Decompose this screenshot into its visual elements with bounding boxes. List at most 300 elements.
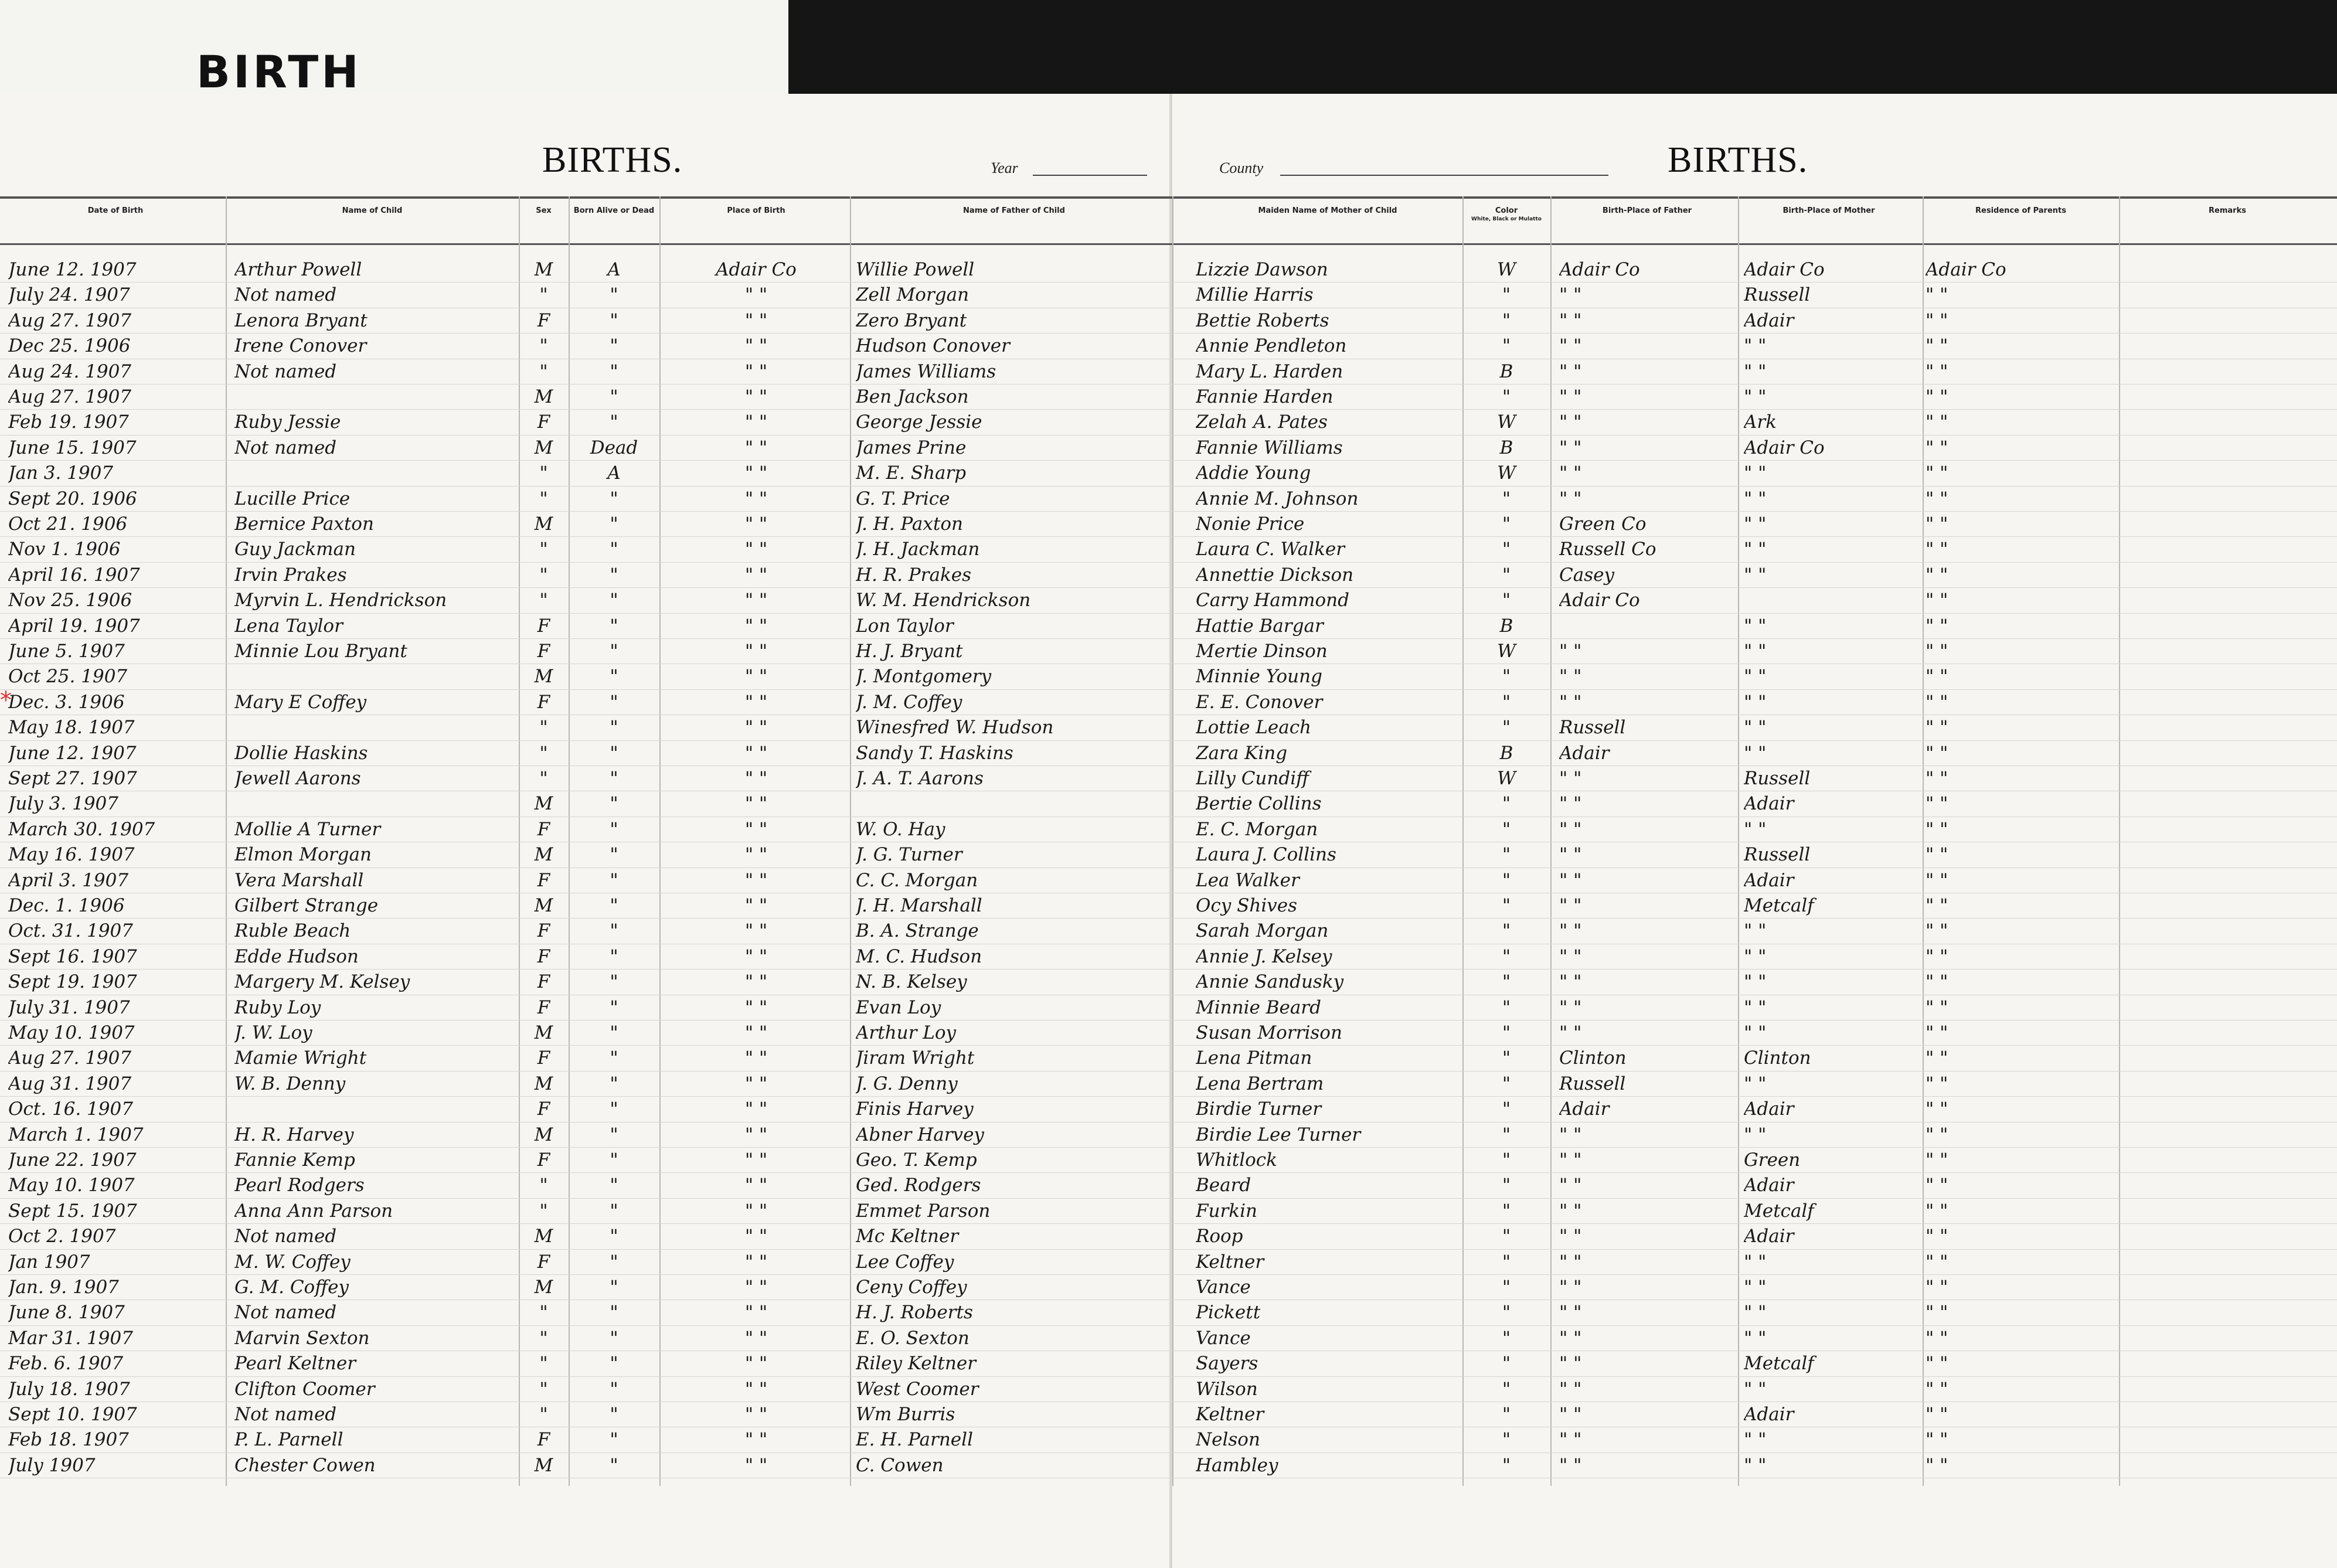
cell-res: " " — [1926, 1277, 1948, 1298]
cell-bpf: " " — [1559, 284, 1582, 306]
cell-bpm: Adair — [1744, 1175, 1794, 1196]
cell-color: " — [1502, 335, 1511, 357]
cell-alive: " — [610, 1251, 618, 1273]
column-header-alive — [572, 206, 656, 215]
cell-res: " " — [1926, 1302, 1948, 1324]
cell-date: Aug 27. 1907 — [8, 386, 132, 407]
cell-mother: Beard — [1196, 1175, 1251, 1196]
cell-date: Oct 21. 1906 — [8, 513, 128, 535]
cell-res: " " — [1926, 1047, 1948, 1069]
cell-date: June 12. 1907 — [8, 259, 137, 280]
cell-bpf: Green Co — [1559, 513, 1647, 535]
cell-bpf: " " — [1559, 793, 1582, 815]
cell-father: N. B. Kelsey — [856, 971, 967, 993]
county-label: County — [1219, 159, 1264, 176]
cell-father: J. H. Paxton — [856, 513, 963, 535]
cell-date: June 8. 1907 — [8, 1302, 125, 1324]
table-row — [0, 1072, 2337, 1097]
table-row — [0, 563, 2337, 589]
cell-alive: " — [610, 590, 618, 611]
cell-alive: " — [610, 869, 618, 891]
cell-bpf: " " — [1559, 691, 1582, 713]
cell-mother: Whitlock — [1196, 1149, 1277, 1171]
cell-place: " " — [744, 1124, 768, 1145]
cell-res: " " — [1926, 437, 1948, 458]
cell-color: B — [1499, 742, 1513, 764]
births-title-left: BIRTHS. — [542, 140, 683, 180]
cell-date: Sept 10. 1907 — [8, 1404, 137, 1425]
cell-mother: Nonie Price — [1196, 513, 1305, 535]
cell-date: Oct. 16. 1907 — [8, 1098, 133, 1120]
cell-bpf: " " — [1559, 971, 1582, 993]
cell-father: George Jessie — [856, 411, 982, 433]
cell-date: April 3. 1907 — [8, 869, 129, 891]
column-header-date — [8, 206, 223, 215]
cell-mother: Lena Bertram — [1196, 1073, 1324, 1094]
cell-bpf: " " — [1559, 768, 1582, 789]
cell-sex: F — [537, 818, 550, 840]
cell-father: Lon Taylor — [856, 615, 954, 637]
cell-alive: " — [610, 666, 618, 688]
table-row — [0, 614, 2337, 640]
cell-place: " " — [744, 844, 768, 866]
cell-father: Sandy T. Haskins — [856, 742, 1013, 764]
cell-date: Jan 3. 1907 — [8, 462, 114, 484]
cell-bpm: " " — [1744, 386, 1767, 407]
column-header-label: Born Alive or Dead — [573, 206, 655, 215]
cell-name: Irene Conover — [234, 335, 367, 357]
table-row — [0, 1148, 2337, 1174]
cell-res: " " — [1926, 1429, 1948, 1451]
table-row — [0, 894, 2337, 919]
cell-place: " " — [744, 564, 768, 586]
cell-name: Ruby Loy — [234, 996, 321, 1018]
cell-sex: " — [539, 335, 548, 357]
cell-date: Sept 19. 1907 — [8, 971, 137, 993]
cell-bpm: " " — [1744, 335, 1767, 357]
cell-color: " — [1502, 920, 1511, 942]
cell-mother: Birdie Lee Turner — [1196, 1124, 1361, 1145]
cell-color: " — [1502, 818, 1511, 840]
cell-bpf: " " — [1559, 386, 1582, 407]
cell-alive: " — [610, 920, 618, 942]
cell-alive: Dead — [590, 437, 638, 458]
cell-place: " " — [744, 437, 768, 458]
cell-father: Geo. T. Kemp — [856, 1149, 977, 1171]
cell-bpf: " " — [1559, 1429, 1582, 1451]
cell-mother: E. C. Morgan — [1196, 818, 1318, 840]
cell-alive: " — [610, 1124, 618, 1145]
cell-father: C. C. Morgan — [856, 869, 978, 891]
cell-bpm: Adair — [1744, 1404, 1794, 1425]
cell-alive: " — [610, 996, 618, 1018]
cell-bpm: Clinton — [1744, 1047, 1811, 1069]
cell-res: " " — [1926, 818, 1948, 840]
cell-mother: Annie J. Kelsey — [1196, 945, 1332, 967]
cell-father: Abner Harvey — [856, 1124, 984, 1145]
cell-alive: " — [610, 1277, 618, 1298]
cell-alive: " — [610, 1175, 618, 1196]
table-row — [0, 1097, 2337, 1123]
cell-father: H. R. Prakes — [856, 564, 971, 586]
cell-bpm: Adair Co — [1744, 437, 1825, 458]
dark-header-band — [788, 0, 2337, 94]
cell-place: " " — [744, 1073, 768, 1094]
cell-color: W — [1497, 462, 1516, 484]
cell-date: Sept 20. 1906 — [8, 488, 137, 509]
cell-name: Not named — [234, 1302, 337, 1324]
cell-sex: M — [534, 844, 553, 866]
cell-mother: Mary L. Harden — [1196, 360, 1343, 382]
cell-date: Dec. 1. 1906 — [8, 895, 125, 916]
column-header-label: Name of Child — [342, 206, 403, 215]
cell-mother: Sayers — [1196, 1353, 1258, 1375]
cell-sex: F — [537, 411, 550, 433]
cell-res: " " — [1926, 971, 1948, 993]
cell-alive: " — [610, 1073, 618, 1094]
column-header-label: Remarks — [2209, 206, 2246, 215]
cell-father: Hudson Conover — [856, 335, 1010, 357]
table-row — [0, 1250, 2337, 1276]
column-header-mother — [1196, 206, 1460, 215]
cell-bpm: Adair — [1744, 869, 1794, 891]
cell-place: " " — [744, 1098, 768, 1120]
cell-date: July 31. 1907 — [8, 996, 130, 1018]
cell-place: " " — [744, 360, 768, 382]
cell-color: " — [1502, 1047, 1511, 1069]
cell-bpm: " " — [1744, 641, 1767, 662]
cell-res: " " — [1926, 1098, 1948, 1120]
cell-father: H. J. Bryant — [856, 641, 963, 662]
cell-res: " " — [1926, 996, 1948, 1018]
table-row — [0, 945, 2337, 970]
cell-place: " " — [744, 1429, 768, 1451]
cell-bpf: " " — [1559, 1226, 1582, 1247]
cell-color: " — [1502, 1124, 1511, 1145]
table-row — [0, 1326, 2337, 1352]
cell-bpm: " " — [1744, 1429, 1767, 1451]
cell-bpm: " " — [1744, 971, 1767, 993]
cell-color: " — [1502, 488, 1511, 509]
column-header-rem — [2125, 206, 2330, 215]
cell-alive: " — [610, 335, 618, 357]
cell-mother: Bettie Roberts — [1196, 309, 1329, 331]
cell-name: Chester Cowen — [234, 1454, 376, 1476]
cell-alive: A — [607, 462, 621, 484]
table-row — [0, 436, 2337, 461]
cell-bpf: Adair — [1559, 1098, 1610, 1120]
cell-sex: " — [539, 1200, 548, 1222]
cell-color: " — [1502, 1404, 1511, 1425]
cell-res: " " — [1926, 335, 1948, 357]
cell-bpf: " " — [1559, 1454, 1582, 1476]
cell-bpm: Russell — [1744, 768, 1811, 789]
cell-father: C. Cowen — [856, 1454, 944, 1476]
cell-sex: " — [539, 1404, 548, 1425]
cell-bpf: " " — [1559, 360, 1582, 382]
cell-mother: Susan Morrison — [1196, 1022, 1342, 1043]
cell-alive: " — [610, 1454, 618, 1476]
cell-father: E. O. Sexton — [856, 1327, 970, 1349]
cell-color: " — [1502, 1175, 1511, 1196]
cell-bpm: Russell — [1744, 284, 1811, 306]
cell-date: May 10. 1907 — [8, 1175, 135, 1196]
cell-name: Edde Hudson — [234, 945, 359, 967]
cell-mother: Vance — [1196, 1327, 1251, 1349]
table-row — [0, 869, 2337, 894]
cell-alive: " — [610, 1047, 618, 1069]
cell-res: " " — [1926, 386, 1948, 407]
cell-father: Ceny Coffey — [856, 1277, 967, 1298]
cell-color: W — [1497, 259, 1516, 280]
cell-color: " — [1502, 869, 1511, 891]
column-header-bpm — [1744, 206, 1914, 215]
cell-sex: M — [534, 259, 553, 280]
column-header-name — [234, 206, 510, 215]
table-row — [0, 919, 2337, 944]
cell-res: " " — [1926, 768, 1948, 789]
cell-date: Sept 27. 1907 — [8, 768, 137, 789]
cell-color: " — [1502, 1429, 1511, 1451]
cell-name: G. M. Coffey — [234, 1277, 349, 1298]
cell-res: " " — [1926, 1454, 1948, 1476]
cell-sex: " — [539, 462, 548, 484]
cell-bpm: Metcalf — [1744, 1200, 1814, 1222]
cell-bpm: " " — [1744, 1073, 1767, 1094]
cell-mother: Wilson — [1196, 1378, 1258, 1400]
cell-name: Dollie Haskins — [234, 742, 368, 764]
cell-sex: F — [537, 615, 550, 637]
cell-res: " " — [1926, 1353, 1948, 1375]
cell-res: " " — [1926, 564, 1948, 586]
cell-bpf: Adair Co — [1559, 259, 1640, 280]
table-row — [0, 970, 2337, 995]
cell-sex: F — [537, 691, 550, 713]
cell-mother: Zelah A. Pates — [1196, 411, 1328, 433]
cell-bpf: " " — [1559, 666, 1582, 688]
cell-date: May 16. 1907 — [8, 844, 135, 866]
cell-mother: Annie M. Johnson — [1196, 488, 1359, 509]
cell-sex: M — [534, 1454, 553, 1476]
cell-mother: Birdie Turner — [1196, 1098, 1322, 1120]
cell-name: Ruble Beach — [234, 920, 351, 942]
cell-bpf: Russell Co — [1559, 539, 1656, 560]
cell-mother: Lottie Leach — [1196, 717, 1312, 739]
cell-bpm: " " — [1744, 1277, 1767, 1298]
cell-sex: " — [539, 1302, 548, 1324]
cell-sex: " — [539, 742, 548, 764]
cell-date: March 1. 1907 — [8, 1124, 144, 1145]
cell-mother: Hattie Bargar — [1196, 615, 1324, 637]
cell-alive: " — [610, 1302, 618, 1324]
cell-res: " " — [1926, 1327, 1948, 1349]
cell-date: Mar 31. 1907 — [8, 1327, 133, 1349]
cell-father: M. C. Hudson — [856, 945, 982, 967]
cell-alive: " — [610, 539, 618, 560]
cell-sex: M — [534, 1073, 553, 1094]
cell-mother: Lea Walker — [1196, 869, 1300, 891]
cell-bpf: " " — [1559, 895, 1582, 916]
cell-sex: " — [539, 488, 548, 509]
cell-date: May 10. 1907 — [8, 1022, 135, 1043]
cell-name: J. W. Loy — [234, 1022, 312, 1043]
cell-color: " — [1502, 309, 1511, 331]
cell-alive: " — [610, 818, 618, 840]
cell-sex: " — [539, 360, 548, 382]
cell-date: Nov 25. 1906 — [8, 590, 132, 611]
cell-res: Adair Co — [1926, 259, 2006, 280]
cell-place: " " — [744, 818, 768, 840]
table-row — [0, 818, 2337, 843]
cell-color: " — [1502, 844, 1511, 866]
cell-sex: M — [534, 437, 553, 458]
year-blank-line — [1033, 175, 1147, 176]
cell-color: " — [1502, 590, 1511, 611]
cell-father: W. O. Hay — [856, 818, 945, 840]
red-asterisk-marker: * — [0, 687, 12, 714]
table-row — [0, 538, 2337, 563]
cell-bpm: Adair — [1744, 1226, 1794, 1247]
column-header-bpf — [1559, 206, 1735, 215]
cell-bpm: " " — [1744, 513, 1767, 535]
cell-bpf: " " — [1559, 1149, 1582, 1171]
cell-bpm: Green — [1744, 1149, 1801, 1171]
cell-father: Finis Harvey — [856, 1098, 974, 1120]
cell-bpm: " " — [1744, 945, 1767, 967]
cell-bpf: " " — [1559, 1022, 1582, 1043]
cell-father: G. T. Price — [856, 488, 950, 509]
cell-sex: M — [534, 666, 553, 688]
cell-date: Feb 19. 1907 — [8, 411, 129, 433]
table-row — [0, 1454, 2337, 1479]
cell-alive: " — [610, 488, 618, 509]
cell-father: J. Montgomery — [856, 666, 992, 688]
table-row — [0, 1123, 2337, 1148]
cell-name: Lenora Bryant — [234, 309, 368, 331]
cell-date: Oct. 31. 1907 — [8, 920, 133, 942]
table-row — [0, 691, 2337, 716]
cell-date: Aug 24. 1907 — [8, 360, 132, 382]
cell-bpf: " " — [1559, 1175, 1582, 1196]
cell-color: " — [1502, 1454, 1511, 1476]
cell-res: " " — [1926, 309, 1948, 331]
cell-bpf: " " — [1559, 1251, 1582, 1273]
cell-mother: Lena Pitman — [1196, 1047, 1312, 1069]
cell-place: " " — [744, 1327, 768, 1349]
cell-res: " " — [1926, 1149, 1948, 1171]
cell-place: Adair Co — [716, 259, 797, 280]
table-row — [0, 258, 2337, 283]
cell-bpm: " " — [1744, 1251, 1767, 1273]
cell-color: " — [1502, 1022, 1511, 1043]
cell-place: " " — [744, 666, 768, 688]
cell-name: Minnie Lou Bryant — [234, 641, 407, 662]
cell-place: " " — [744, 996, 768, 1018]
cell-father: Zero Bryant — [856, 309, 967, 331]
cell-place: " " — [744, 920, 768, 942]
cell-sex: M — [534, 1226, 553, 1247]
cell-date: Sept 16. 1907 — [8, 945, 137, 967]
cell-sex: " — [539, 1175, 548, 1196]
births-title-right: BIRTHS. — [1668, 140, 1808, 180]
cell-mother: Ocy Shives — [1196, 895, 1298, 916]
table-row — [0, 792, 2337, 817]
cell-bpf: Adair — [1559, 742, 1610, 764]
cell-bpf: Clinton — [1559, 1047, 1627, 1069]
cell-color: " — [1502, 996, 1511, 1018]
cell-date: Oct 25. 1907 — [8, 666, 128, 688]
cell-father: E. H. Parnell — [856, 1429, 973, 1451]
cell-color: " — [1502, 1200, 1511, 1222]
cell-color: " — [1502, 1277, 1511, 1298]
cell-res: " " — [1926, 666, 1948, 688]
cell-bpm: Adair — [1744, 1098, 1794, 1120]
cell-place: " " — [744, 1302, 768, 1324]
cell-color: " — [1502, 1302, 1511, 1324]
column-header-label: Color — [1495, 206, 1518, 215]
cell-bpm: " " — [1744, 666, 1767, 688]
table-row — [0, 360, 2337, 385]
cell-mother: Hambley — [1196, 1454, 1278, 1476]
cell-color: W — [1497, 411, 1516, 433]
cell-sex: " — [539, 564, 548, 586]
cell-date: June 5. 1907 — [8, 641, 125, 662]
cell-date: Jan. 9. 1907 — [8, 1277, 119, 1298]
cell-place: " " — [744, 1022, 768, 1043]
table-row — [0, 767, 2337, 792]
cell-alive: " — [610, 895, 618, 916]
cell-mother: Annettie Dickson — [1196, 564, 1354, 586]
cell-mother: Keltner — [1196, 1404, 1264, 1425]
cell-sex: F — [537, 996, 550, 1018]
cell-sex: M — [534, 1124, 553, 1145]
cell-name: Irvin Prakes — [234, 564, 347, 586]
cell-father: J. M. Coffey — [856, 691, 962, 713]
cell-mother: Annie Pendleton — [1196, 335, 1347, 357]
cell-alive: " — [610, 1404, 618, 1425]
column-header-sex — [522, 206, 566, 215]
cell-name: Myrvin L. Hendrickson — [234, 590, 447, 611]
cell-place: " " — [744, 1226, 768, 1247]
table-row — [0, 487, 2337, 512]
cell-alive: " — [610, 691, 618, 713]
cell-sex: F — [537, 945, 550, 967]
cell-name: Marvin Sexton — [234, 1327, 370, 1349]
cell-alive: A — [607, 259, 621, 280]
cell-mother: E. E. Conover — [1196, 691, 1323, 713]
column-header-label: Maiden Name of Mother of Child — [1258, 206, 1397, 215]
cell-date: July 18. 1907 — [8, 1378, 130, 1400]
cell-bpf: " " — [1559, 945, 1582, 967]
cell-father: J. A. T. Aarons — [856, 768, 984, 789]
cell-bpm: Adair Co — [1744, 259, 1825, 280]
cell-place: " " — [744, 945, 768, 967]
table-row — [0, 1301, 2337, 1326]
cell-place: " " — [744, 309, 768, 331]
cell-place: " " — [744, 641, 768, 662]
cell-place: " " — [744, 793, 768, 815]
cell-place: " " — [744, 717, 768, 739]
cell-place: " " — [744, 1277, 768, 1298]
cell-bpf: " " — [1559, 920, 1582, 942]
cell-name: Lucille Price — [234, 488, 351, 509]
cell-alive: " — [610, 1098, 618, 1120]
cell-sex: " — [539, 1378, 548, 1400]
cell-alive: " — [610, 971, 618, 993]
cell-res: " " — [1926, 1226, 1948, 1247]
cell-mother: Lilly Cundiff — [1196, 768, 1309, 789]
table-row — [0, 1352, 2337, 1377]
